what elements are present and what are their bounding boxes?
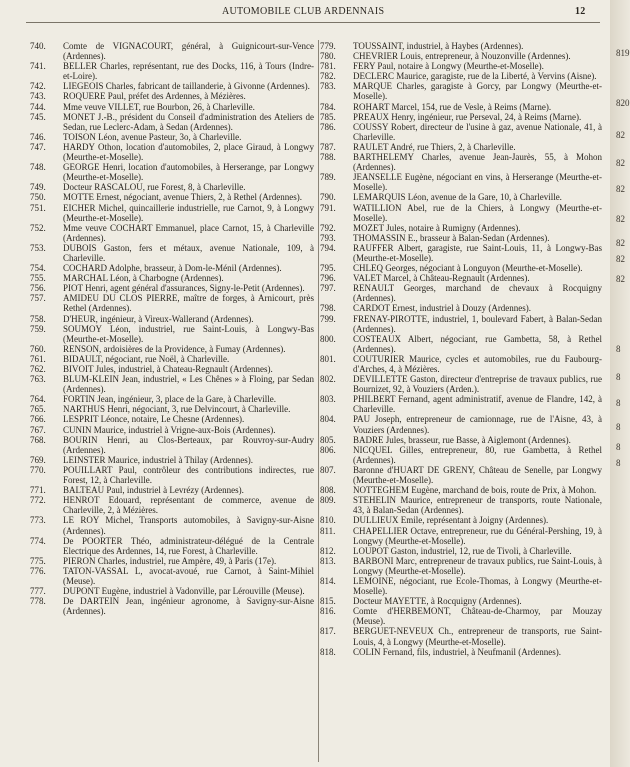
entry-text: COCHARD Adolphe, brasseur, à Dom-le-Ménil (Ardennes).: [63, 263, 282, 274]
list-item: [320, 394, 602, 414]
list-item: [30, 354, 314, 364]
list-item: [30, 586, 314, 596]
entry-text: De DARTEIN Jean, ingénieur agronome, à Savigny-sur-Aisne (Ardennes).: [63, 596, 314, 617]
entry-number: 806.: [320, 444, 336, 455]
entry-number: 785.: [320, 111, 336, 122]
column-divider: [318, 40, 319, 762]
entry-number: 807.: [320, 464, 336, 475]
entry-number: 761.: [30, 353, 46, 364]
list-item: [30, 293, 314, 313]
entry-text: TOUSSAINT, industriel, à Haybes (Ardennes).: [353, 41, 524, 51]
entry-text: MOZET Jules, notaire à Rumigny (Ardennes).: [353, 222, 521, 233]
entry-number: 817.: [320, 626, 336, 637]
list-item: [30, 364, 314, 374]
entry-text: MARQUE Charles, garagiste à Gorcy, par Longwy (Meurthe-et-Moselle).: [353, 81, 602, 102]
entry-text: HARDY Othon, location d'automobiles, 2, place Giraud, à Longwy (Meurthe-et-Moselle).: [63, 141, 314, 163]
entry-number: 749.: [30, 182, 46, 193]
entry-text: CHEVRIER Louis, entrepreneur, à Nouzonville (Ardennes).: [353, 51, 571, 62]
entry-number: 752.: [30, 222, 46, 233]
edge-number: 82: [616, 158, 625, 168]
entry-text: EICHER Michel, quincaillerie industrielle, rue Carnot, 9, à Longwy (Meurthe-et-Moselle).: [63, 202, 314, 223]
entry-text: PIOT Henri, agent général d'assurances, Signy-le-Petit (Ardennes).: [63, 283, 305, 294]
list-item: [30, 283, 314, 293]
entry-text: CUNIN Maurice, industriel à Vrigne-aux-Bois (Ardennes).: [63, 424, 276, 435]
list-item: [30, 374, 314, 394]
entry-text: RENAULT Georges, marchand de chevaux à Rocquigny (Ardennes).: [353, 283, 602, 304]
entry-number: 797.: [320, 283, 336, 294]
edge-number: 8: [616, 344, 621, 354]
entry-text: De POORTER Théo, administrateur-délégué de la Centrale Electrique des Ardennes, 14, rue Forest, à Charleville.: [63, 535, 314, 556]
entry-number: 771.: [30, 485, 46, 496]
list-item: [320, 414, 602, 434]
entry-number: 751.: [30, 202, 46, 213]
entry-text: Comte d'HERBEMONT, Château-de-Charmoy, par Mouzay (Meuse).: [353, 606, 602, 627]
entry-number: 747.: [30, 141, 46, 152]
entry-number: 813.: [320, 555, 336, 566]
entry-text: COUTURIER Maurice, cycles et automobiles, rue du Faubourg-d'Arches, 4, à Mézières.: [353, 353, 602, 374]
list-item: [30, 61, 314, 81]
list-item: [30, 465, 314, 485]
list-item: [320, 374, 602, 394]
entry-text: JEANSELLE Eugène, négociant en vins, à Herserange (Meurthe-et-Moselle).: [353, 172, 602, 193]
edge-number: 82: [616, 254, 625, 264]
entry-number: 745.: [30, 111, 46, 122]
list-item: [320, 102, 602, 112]
entry-number: 757.: [30, 293, 46, 304]
list-item: [30, 41, 314, 61]
list-item: [30, 485, 314, 495]
entry-text: LEMOINE, négociant, rue Ecole-Thomas, à Longwy (Meurthe-et-Moselle).: [353, 575, 602, 597]
list-item: [30, 556, 314, 566]
list-item: [30, 182, 314, 192]
entry-number: 773.: [30, 515, 46, 526]
entry-number: 794.: [320, 242, 336, 253]
entry-number: 762.: [30, 364, 46, 374]
edge-number: 82: [616, 238, 625, 248]
entry-text: BADRE Jules, brasseur, rue Basse, à Aiglemont (Ardennes).: [353, 434, 571, 445]
entry-number: 788.: [320, 152, 336, 163]
entry-number: 754.: [30, 263, 46, 274]
list-item: [30, 112, 314, 132]
entry-text: DUPONT Eugène, industriel à Vadonville, par Lérouville (Meuse).: [63, 586, 305, 597]
list-item: [320, 263, 602, 273]
entry-number: 803.: [320, 394, 336, 405]
list-item: [320, 172, 602, 192]
entry-number: 742.: [30, 81, 46, 92]
edge-number: 82: [616, 214, 625, 224]
entry-number: 758.: [30, 313, 46, 324]
entry-number: 802.: [320, 374, 336, 385]
entry-number: 790.: [320, 192, 336, 203]
entry-text: Mme veuve VILLET, rue Bourbon, 26, à Charleville.: [63, 101, 255, 112]
entry-number: 781.: [320, 61, 336, 72]
entry-text: COUSSY Robert, directeur de l'usine à gaz, avenue Nationale, 41, à Charleville.: [353, 121, 602, 142]
entry-number: 760.: [30, 343, 46, 354]
entry-number: 783.: [320, 81, 336, 92]
list-item: [320, 51, 602, 61]
edge-number: 82: [616, 184, 625, 194]
entry-number: 815.: [320, 596, 336, 607]
entry-number: 777.: [30, 586, 46, 597]
list-item: [320, 273, 602, 283]
entry-number: 795.: [320, 263, 336, 274]
list-item: [320, 283, 602, 303]
entry-text: NICQUEL Gilles, entrepreneur, 80, rue Gambetta, à Rethel (Ardennes).: [353, 444, 602, 465]
entry-text: Mme veuve COCHART Emmanuel, place Carnot, 15, à Charleville (Ardennes).: [63, 222, 314, 243]
entry-text: LEMARQUIS Léon, avenue de la Gare, 10, à Charleville.: [353, 192, 562, 203]
list-item: [30, 515, 314, 535]
entry-text: BALTEAU Paul, industriel à Levrézy (Ardennes).: [63, 485, 244, 496]
list-item: [30, 223, 314, 243]
entry-text: FORTIN Jean, ingénieur, 3, place de la Gare, à Charleville.: [63, 394, 277, 405]
list-item: [30, 314, 314, 324]
entry-number: 816.: [320, 606, 336, 617]
entry-text: NOTTEGHEM Eugène, marchand de bois, route de Prix, à Mohon.: [353, 485, 597, 496]
entry-text: RENSON, ardoisières de la Providence, à Fumay (Ardennes).: [63, 343, 286, 354]
entry-number: 818.: [320, 646, 336, 657]
entry-number: 750.: [30, 192, 46, 203]
list-item: [30, 414, 314, 424]
entry-number: 744.: [30, 101, 46, 112]
list-item: [320, 41, 602, 51]
list-item: [30, 455, 314, 465]
entry-number: 753.: [30, 242, 46, 253]
list-item: [320, 152, 602, 172]
list-item: [320, 445, 602, 465]
list-item: [320, 526, 602, 546]
list-item: [320, 546, 602, 556]
entry-text: Comte de VIGNACOURT, général, à Guignicourt-sur-Vence (Ardennes).: [63, 41, 314, 62]
entry-number: 763.: [30, 374, 46, 385]
entry-number: 741.: [30, 61, 46, 72]
list-item: [30, 192, 314, 202]
entry-text: BERGUET-NEVEUX Ch., entrepreneur de transports, rue Saint-Louis, 4, à Longwy (Meurthe-et-Moselle).: [353, 626, 602, 647]
entry-number: 756.: [30, 283, 46, 294]
entry-text: POUILLART Paul, contrôleur des contributions indirectes, rue Forest, 12, à Charleville.: [63, 464, 314, 486]
page-number: 12: [575, 6, 586, 17]
entry-text: PAU Joseph, entrepreneur de camionnage, rue de l'Aisne, 43, à Vouziers (Ardennes).: [353, 414, 602, 435]
entry-number: 812.: [320, 545, 336, 556]
entry-text: GEORGE Henri, location d'automobiles, à Herserange, par Longwy (Meurthe-et-Moselle).: [63, 162, 314, 183]
entry-text: MOTTE Ernest, négociant, avenue Thiers, 2, à Rethel (Ardennes).: [63, 192, 303, 203]
list-item: [320, 71, 602, 81]
list-item: [320, 576, 602, 596]
entry-number: 748.: [30, 162, 46, 173]
list-item: [320, 142, 602, 152]
entry-text: CHAPELLIER Octave, entrepreneur, rue du Général-Pershing, 19, à Longwy (Meurthe-et-Moselle).: [353, 525, 602, 546]
list-item: [320, 303, 602, 313]
entry-text: DULLIEUX Emile, représentant à Joigny (Ardennes).: [353, 515, 549, 526]
entry-text: PHILBERT Fernand, agent administratif, avenue de Flandre, 142, à Charleville.: [353, 394, 602, 415]
list-item: [320, 203, 602, 223]
entry-number: 770.: [30, 464, 46, 475]
list-item: [30, 324, 314, 344]
list-item: [320, 465, 602, 485]
entry-text: Docteur MAYETTE, à Rocquigny (Ardennes).: [353, 596, 522, 607]
entry-text: STEHELIN Maurice, entrepreneur de transports, route Nationale, 43, à Balan-Sedan (Ardennes).: [353, 495, 602, 516]
left-column: [30, 41, 314, 616]
entry-number: 774.: [30, 535, 46, 546]
entry-text: Baronne d'HUART DE GRENY, Château de Senelle, par Longwy (Meurthe-et-Moselle).: [353, 464, 602, 486]
entry-number: 811.: [320, 525, 336, 536]
entry-text: BIVOIT Jules, industriel, à Chateau-Regnault (Ardennes).: [63, 364, 273, 374]
entry-text: FERY Paul, notaire à Longwy (Meurthe-et-Moselle).: [353, 61, 544, 72]
list-item: [320, 314, 602, 334]
entry-text: PREAUX Henry, ingénieur, rue Perseval, 24, à Reims (Marne).: [353, 111, 582, 122]
entry-text: SOUMOY Léon, industriel, rue Saint-Louis, à Longwy-Bas (Meurthe-et-Moselle).: [63, 323, 314, 344]
entry-text: HENROT Edouard, représentant de commerce, avenue de Charleville, 2, à Mézières.: [63, 495, 314, 516]
entry-number: 768.: [30, 434, 46, 445]
edge-number: 82: [616, 130, 625, 140]
edge-number: 820: [616, 98, 630, 108]
list-item: [30, 495, 314, 515]
entry-text: CARDOT Ernest, industriel à Douzy (Ardennes).: [353, 303, 532, 314]
entry-text: COLIN Fernand, fils, industriel, à Neufmanil (Ardennes).: [353, 646, 561, 657]
entry-text: AMIDEU DU CLOS PIERRE, maître de forges, à Arnicourt, près Rethel (Ardennes).: [63, 293, 314, 314]
entry-text: VALET Marcel, à Château-Regnault (Ardennes).: [353, 273, 530, 284]
entry-number: 792.: [320, 222, 336, 233]
entry-number: 793.: [320, 232, 336, 243]
entry-number: 796.: [320, 273, 336, 284]
list-item: [30, 394, 314, 404]
entry-number: 780.: [320, 51, 336, 62]
entry-text: PIERON Charles, industriel, rue Ampère, 49, à Paris (17e).: [63, 555, 277, 566]
entry-number: 776.: [30, 565, 46, 576]
list-item: [320, 647, 602, 657]
list-item: [30, 243, 314, 263]
entry-number: 800.: [320, 333, 336, 344]
entry-number: 799.: [320, 313, 336, 324]
entry-text: WATILLION Abel, rue de la Chiers, à Longwy (Meurthe-et-Moselle).: [353, 202, 602, 223]
entry-text: THOMASSIN E., brasseur à Balan-Sedan (Ardennes).: [353, 232, 550, 243]
entry-number: 778.: [30, 596, 46, 607]
entry-number: 787.: [320, 141, 336, 152]
entry-number: 740.: [30, 41, 46, 51]
entry-text: BIDAULT, négociant, rue Noël, à Charleville.: [63, 353, 230, 364]
entry-number: 791.: [320, 202, 336, 213]
list-item: [320, 606, 602, 626]
entry-number: 801.: [320, 353, 336, 364]
entry-text: RAUFFER Albert, garagiste, rue Saint-Louis, 11, à Longwy-Bas (Meurthe-et-Moselle).: [353, 242, 602, 263]
entry-number: 746.: [30, 131, 46, 142]
entry-text: BLUM-KLEIN Jean, industriel, « Les Chênes » à Floing, par Sedan (Ardennes).: [63, 374, 314, 395]
edge-number: 819: [616, 48, 630, 58]
list-item: [320, 192, 602, 202]
entry-number: 814.: [320, 575, 336, 586]
entry-text: TOISON Léon, avenue Pasteur, 3o, à Charleville.: [63, 131, 242, 142]
entry-number: 784.: [320, 101, 336, 112]
list-item: [30, 203, 314, 223]
list-item: [30, 435, 314, 455]
list-item: [320, 354, 602, 374]
entry-text: CHLEQ Georges, négociant à Longuyon (Meurthe-et-Moselle).: [353, 263, 583, 274]
entry-text: LE ROY Michel, Transports automobiles, à Savigny-sur-Aisne (Ardennes).: [63, 515, 314, 536]
entry-number: 805.: [320, 434, 336, 445]
list-item: [30, 404, 314, 414]
entry-number: 786.: [320, 121, 336, 132]
entry-text: Docteur RASCALOU, rue Forest, 8, à Charleville.: [63, 182, 246, 193]
list-item: [320, 223, 602, 233]
list-item: [30, 132, 314, 142]
right-column: [320, 41, 602, 657]
entry-number: 766.: [30, 414, 46, 425]
entry-number: 810.: [320, 515, 336, 526]
edge-number: 8: [616, 398, 621, 408]
entry-text: BELLER Charles, représentant, rue des Docks, 116, à Tours (Indre-et-Loire).: [63, 61, 314, 82]
entry-text: TATON-VASSAL L, avocat-avoué, rue Carnot, à Saint-Mihiel (Meuse).: [63, 565, 314, 586]
entry-number: 743.: [30, 91, 46, 102]
entry-number: 767.: [30, 424, 46, 435]
list-item: [320, 485, 602, 495]
list-item: [30, 102, 314, 112]
entry-text: LOUPOT Gaston, industriel, 12, rue de Tivoli, à Charleville.: [353, 545, 572, 556]
list-item: [30, 263, 314, 273]
entry-text: BOURIN Henri, au Clos-Berteaux, par Rouvroy-sur-Audry (Ardennes).: [63, 434, 314, 455]
entry-text: MONET J.-B., président du Conseil d'administration des Ateliers de Sedan, rue Leclerc-Adam, à Sedan (Ardennes).: [63, 111, 314, 132]
list-item: [30, 596, 314, 616]
list-item: [320, 122, 602, 142]
list-item: [30, 344, 314, 354]
entry-text: DEVILLETTE Gaston, directeur d'entreprise de travaux publics, rue Bournizet, 92, à Vouziers (Arden.).: [353, 374, 602, 395]
list-item: [320, 515, 602, 525]
entry-text: ROHART Marcel, 154, rue de Vesle, à Reims (Marne).: [353, 101, 552, 112]
entry-text: DUBOIS Gaston, fers et métaux, avenue Nationale, 109, à Charleville.: [63, 242, 314, 263]
entry-text: MARCHAL Léon, à Charbogne (Ardennes).: [63, 273, 224, 284]
entry-text: LESPRIT Léonce, notaire, Le Chesne (Ardennes).: [63, 414, 245, 425]
entry-text: NARTHUS Henri, négociant, 3, rue Delvincourt, à Charleville.: [63, 404, 291, 415]
facing-page-edge: [610, 0, 630, 767]
header-rule: [26, 22, 600, 23]
list-item: [30, 81, 314, 91]
entry-number: 772.: [30, 495, 46, 506]
list-item: [320, 556, 602, 576]
entry-number: 775.: [30, 555, 46, 566]
list-item: [320, 81, 602, 101]
list-item: [320, 596, 602, 606]
entry-text: LIEGEOIS Charles, fabricant de taillanderie, à Givonne (Ardennes).: [63, 81, 310, 92]
list-item: [30, 566, 314, 586]
entry-number: 769.: [30, 454, 46, 465]
list-item: [320, 61, 602, 71]
entry-number: 804.: [320, 414, 336, 425]
list-item: [320, 243, 602, 263]
list-item: [30, 273, 314, 283]
entry-text: LEINSTER Maurice, industriel à Thilay (Ardennes).: [63, 454, 254, 465]
list-item: [320, 626, 602, 646]
list-item: [320, 233, 602, 243]
list-item: [320, 334, 602, 354]
list-item: [30, 142, 314, 162]
entry-number: 782.: [320, 71, 336, 82]
list-item: [30, 425, 314, 435]
entry-text: BARBONI Marc, entrepreneur de travaux publics, rue Saint-Louis, à Longwy (Meurthe-et-Moselle).: [353, 555, 602, 576]
header-title: AUTOMOBILE CLUB ARDENNAIS: [222, 6, 385, 17]
entry-number: 789.: [320, 172, 336, 183]
entry-number: 808.: [320, 485, 336, 496]
edge-number: 82: [616, 274, 625, 284]
entry-text: DECLERC Maurice, garagiste, rue de la Liberté, à Vervins (Aisne).: [353, 71, 597, 82]
entry-text: ROQUERE Paul, préfet des Ardennes, à Mézières.: [63, 91, 246, 102]
list-item: [320, 435, 602, 445]
entry-number: 755.: [30, 273, 46, 284]
list-item: [30, 162, 314, 182]
entry-text: FRENAY-PIROTTE, industriel, 1, boulevard Fabert, à Balan-Sedan (Ardennes).: [353, 313, 602, 334]
edge-number: 8: [616, 372, 621, 382]
edge-number: 8: [616, 458, 621, 468]
entry-number: 759.: [30, 323, 46, 334]
entry-text: BARTHELEMY Charles, avenue Jean-Jaurès, 55, à Mohon (Ardennes).: [353, 152, 602, 173]
list-item: [320, 112, 602, 122]
entry-number: 779.: [320, 41, 336, 51]
entry-number: 809.: [320, 495, 336, 506]
list-item: [30, 91, 314, 101]
entry-number: 765.: [30, 404, 46, 415]
entry-text: RAULET André, rue Thiers, 2, à Charleville.: [353, 141, 516, 152]
entry-text: D'HEUR, ingénieur, à Vireux-Wallerand (Ardennes).: [63, 313, 254, 324]
entry-number: 764.: [30, 394, 46, 405]
edge-number: 8: [616, 442, 621, 452]
edge-number: 8: [616, 422, 621, 432]
entry-number: 798.: [320, 303, 336, 314]
list-item: [320, 495, 602, 515]
list-item: [30, 536, 314, 556]
entry-text: COSTEAUX Albert, négociant, rue Gambetta, 58, à Rethel (Ardennes).: [353, 333, 602, 354]
